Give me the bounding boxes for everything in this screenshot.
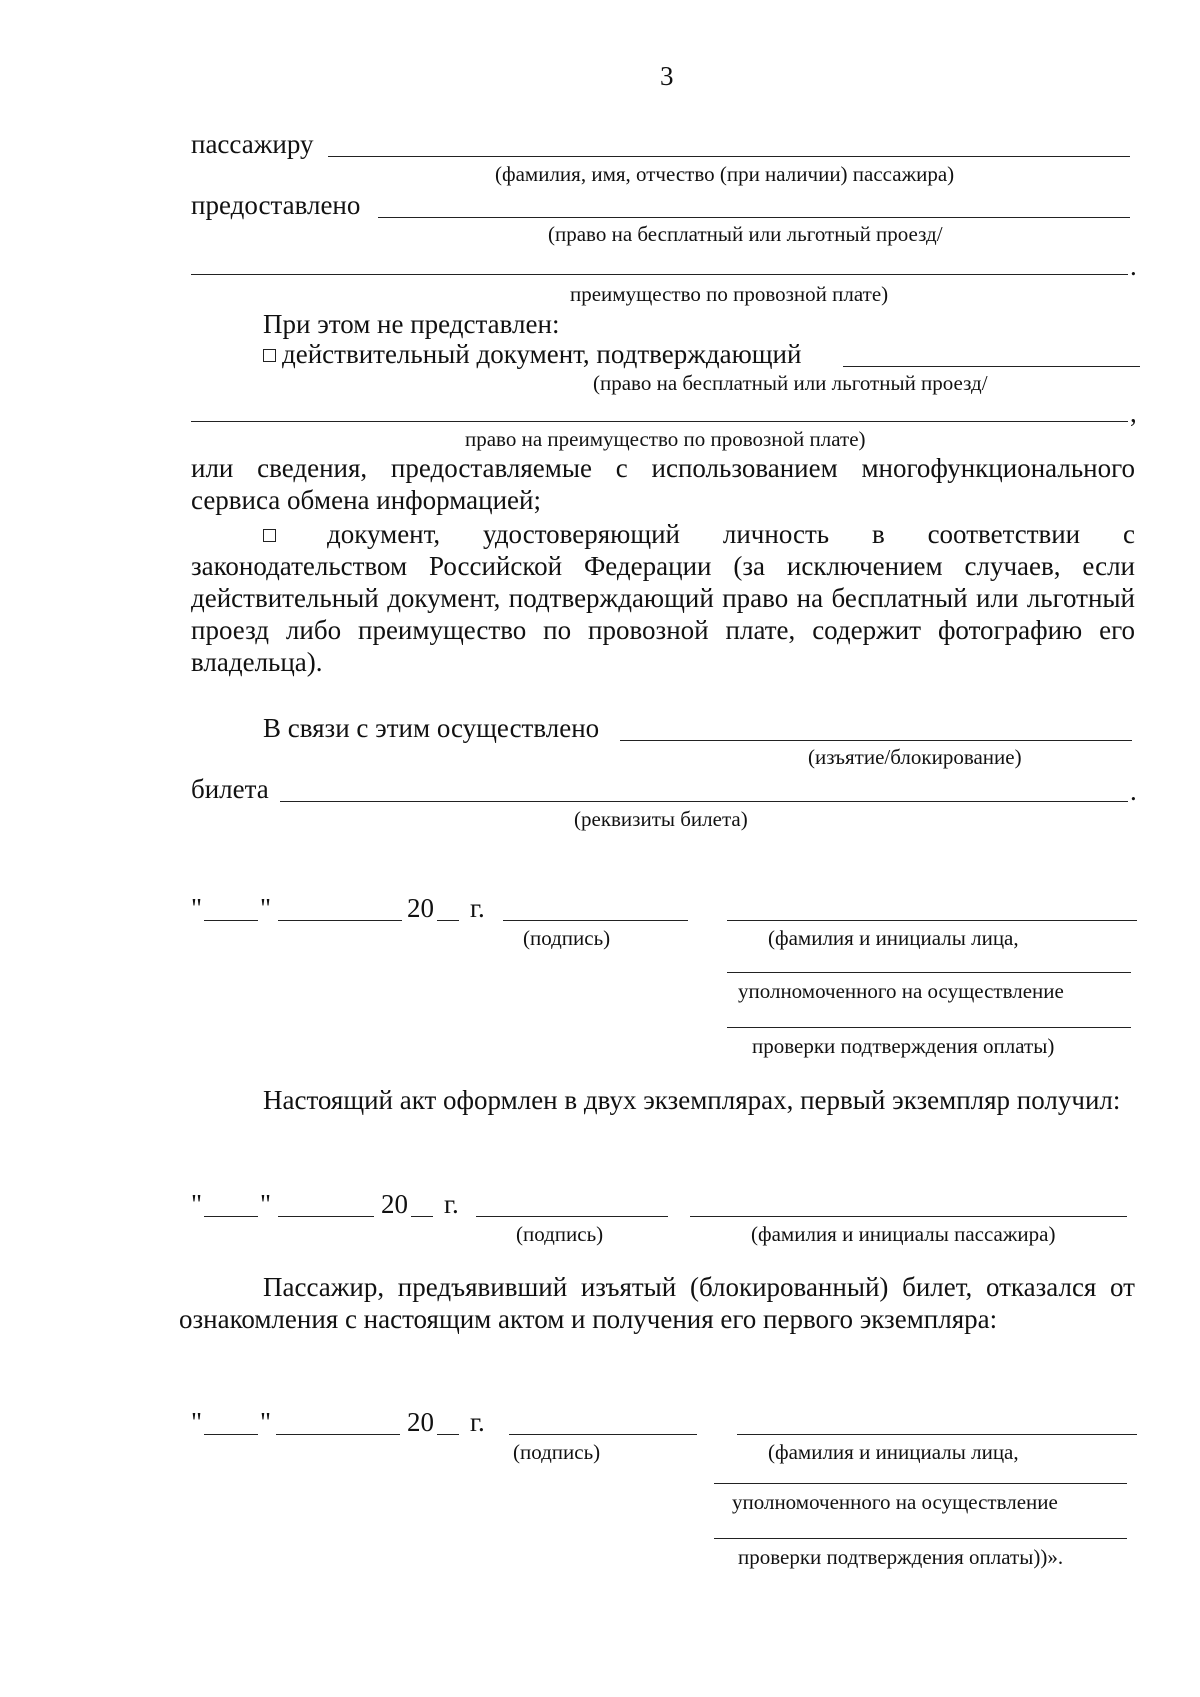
action-label: В связи с этим осуществлено xyxy=(263,713,600,743)
sign1-day-line xyxy=(204,920,258,921)
sign1-name-line-2 xyxy=(727,972,1131,973)
provided-caption-2: преимущество по провозной плате) xyxy=(570,282,889,306)
sign3-year-prefix: 20 xyxy=(407,1407,434,1437)
item-1-caption-1: (право на бесплатный или льготный проезд/ xyxy=(593,371,988,395)
sign1-name-line-3 xyxy=(727,1027,1131,1028)
ticket-caption: (реквизиты билета) xyxy=(574,807,748,831)
sign3-signature-caption: (подпись) xyxy=(513,1440,601,1464)
provided-label: предоставлено xyxy=(191,190,361,220)
sign1-year-prefix: 20 xyxy=(407,893,434,923)
sign2-signature-line xyxy=(476,1216,668,1217)
sign3-day-line xyxy=(204,1434,258,1435)
checkbox-item-1[interactable] xyxy=(263,349,276,362)
sign1-name-caption-3: проверки подтверждения оплаты) xyxy=(752,1034,1055,1058)
sign2-name-line xyxy=(690,1216,1127,1217)
refusal-text: Пассажир, предъявивший изъятый (блокированный) билет, отказался от ознакомления с настоящим актом и получения его первого экземпляра: xyxy=(179,1272,1135,1334)
sign2-year-prefix: 20 xyxy=(381,1189,408,1219)
not-presented-heading: При этом не представлен: xyxy=(263,309,560,339)
action-caption: (изъятие/блокирование) xyxy=(808,745,1022,769)
sign3-name-line-1 xyxy=(737,1434,1137,1435)
sign1-signature-line xyxy=(503,920,688,921)
sign1-year-line xyxy=(437,920,459,921)
ticket-label: билета xyxy=(191,774,269,804)
sign3-signature-line xyxy=(509,1434,697,1435)
sign3-year-line xyxy=(437,1434,459,1435)
item-1-line-2 xyxy=(191,421,1128,422)
provided-line-1 xyxy=(378,217,1130,218)
item-1-label: действительный документ, подтверждающий xyxy=(282,339,802,369)
action-line xyxy=(620,740,1132,741)
ticket-line xyxy=(280,801,1128,802)
sign2-year-suffix: г. xyxy=(444,1189,459,1219)
item-1-caption-2: право на преимущество по провозной плате) xyxy=(465,427,866,451)
passenger-label: пассажиру xyxy=(191,129,314,159)
provided-period: . xyxy=(1130,251,1137,281)
page-number: 3 xyxy=(660,61,674,91)
sign3-name-caption-3: проверки подтверждения оплаты))». xyxy=(738,1545,1064,1569)
provided-line-2 xyxy=(191,274,1128,275)
provided-caption-1: (право на бесплатный или льготный проезд/ xyxy=(548,222,943,246)
ticket-period: . xyxy=(1130,776,1137,806)
sign1-name-caption-1: (фамилия и инициалы лица, xyxy=(768,926,1019,950)
sign3-name-caption-1: (фамилия и инициалы лица, xyxy=(768,1440,1019,1464)
sign3-name-line-2 xyxy=(714,1483,1127,1484)
sign1-quote-close: " xyxy=(260,893,272,923)
copies-text: Настоящий акт оформлен в двух экземплярах, первый экземпляр получил: xyxy=(263,1085,1121,1115)
sign1-year-suffix: г. xyxy=(470,893,485,923)
sign2-quote-open: " xyxy=(191,1189,203,1219)
item-2-body: документ, удостоверяющий личность в соответствии с законодательством Российской Федерации (за исключением случаев, если действительный документ, подтверждающий право на бесплатный или льготный проезд либо преимущество по провозной плате, содержит фотографию его владельца). xyxy=(191,519,1135,677)
sign3-quote-open: " xyxy=(191,1407,203,1437)
item-1-comma: , xyxy=(1130,398,1137,428)
sign1-name-caption-2: уполномоченного на осуществление xyxy=(738,979,1064,1003)
sign3-month-line xyxy=(276,1434,400,1435)
sign3-name-caption-2: уполномоченного на осуществление xyxy=(732,1490,1058,1514)
sign1-name-line-1 xyxy=(727,920,1137,921)
sign2-day-line xyxy=(204,1216,258,1217)
sign1-quote-open: " xyxy=(191,893,203,923)
item-2-text xyxy=(191,518,1135,678)
sign1-signature-caption: (подпись) xyxy=(523,926,611,950)
sign1-month-line xyxy=(278,920,402,921)
sign2-year-line xyxy=(411,1216,433,1217)
not-presented-item-1 xyxy=(263,338,801,370)
item-1-line-1 xyxy=(843,366,1140,367)
item-1-continuation: или сведения, предоставляемые с использованием многофункционального сервиса обмена информацией; xyxy=(191,453,1135,515)
sign2-quote-close: " xyxy=(260,1189,272,1219)
sign3-quote-close: " xyxy=(260,1407,272,1437)
sign3-year-suffix: г. xyxy=(470,1407,485,1437)
sign3-name-line-3 xyxy=(714,1538,1127,1539)
passenger-caption: (фамилия, имя, отчество (при наличии) пассажира) xyxy=(495,162,955,186)
sign2-signature-caption: (подпись) xyxy=(516,1222,604,1246)
sign2-month-line xyxy=(278,1216,374,1217)
passenger-name-line xyxy=(328,156,1130,157)
sign2-name-caption: (фамилия и инициалы пассажира) xyxy=(751,1222,1056,1246)
